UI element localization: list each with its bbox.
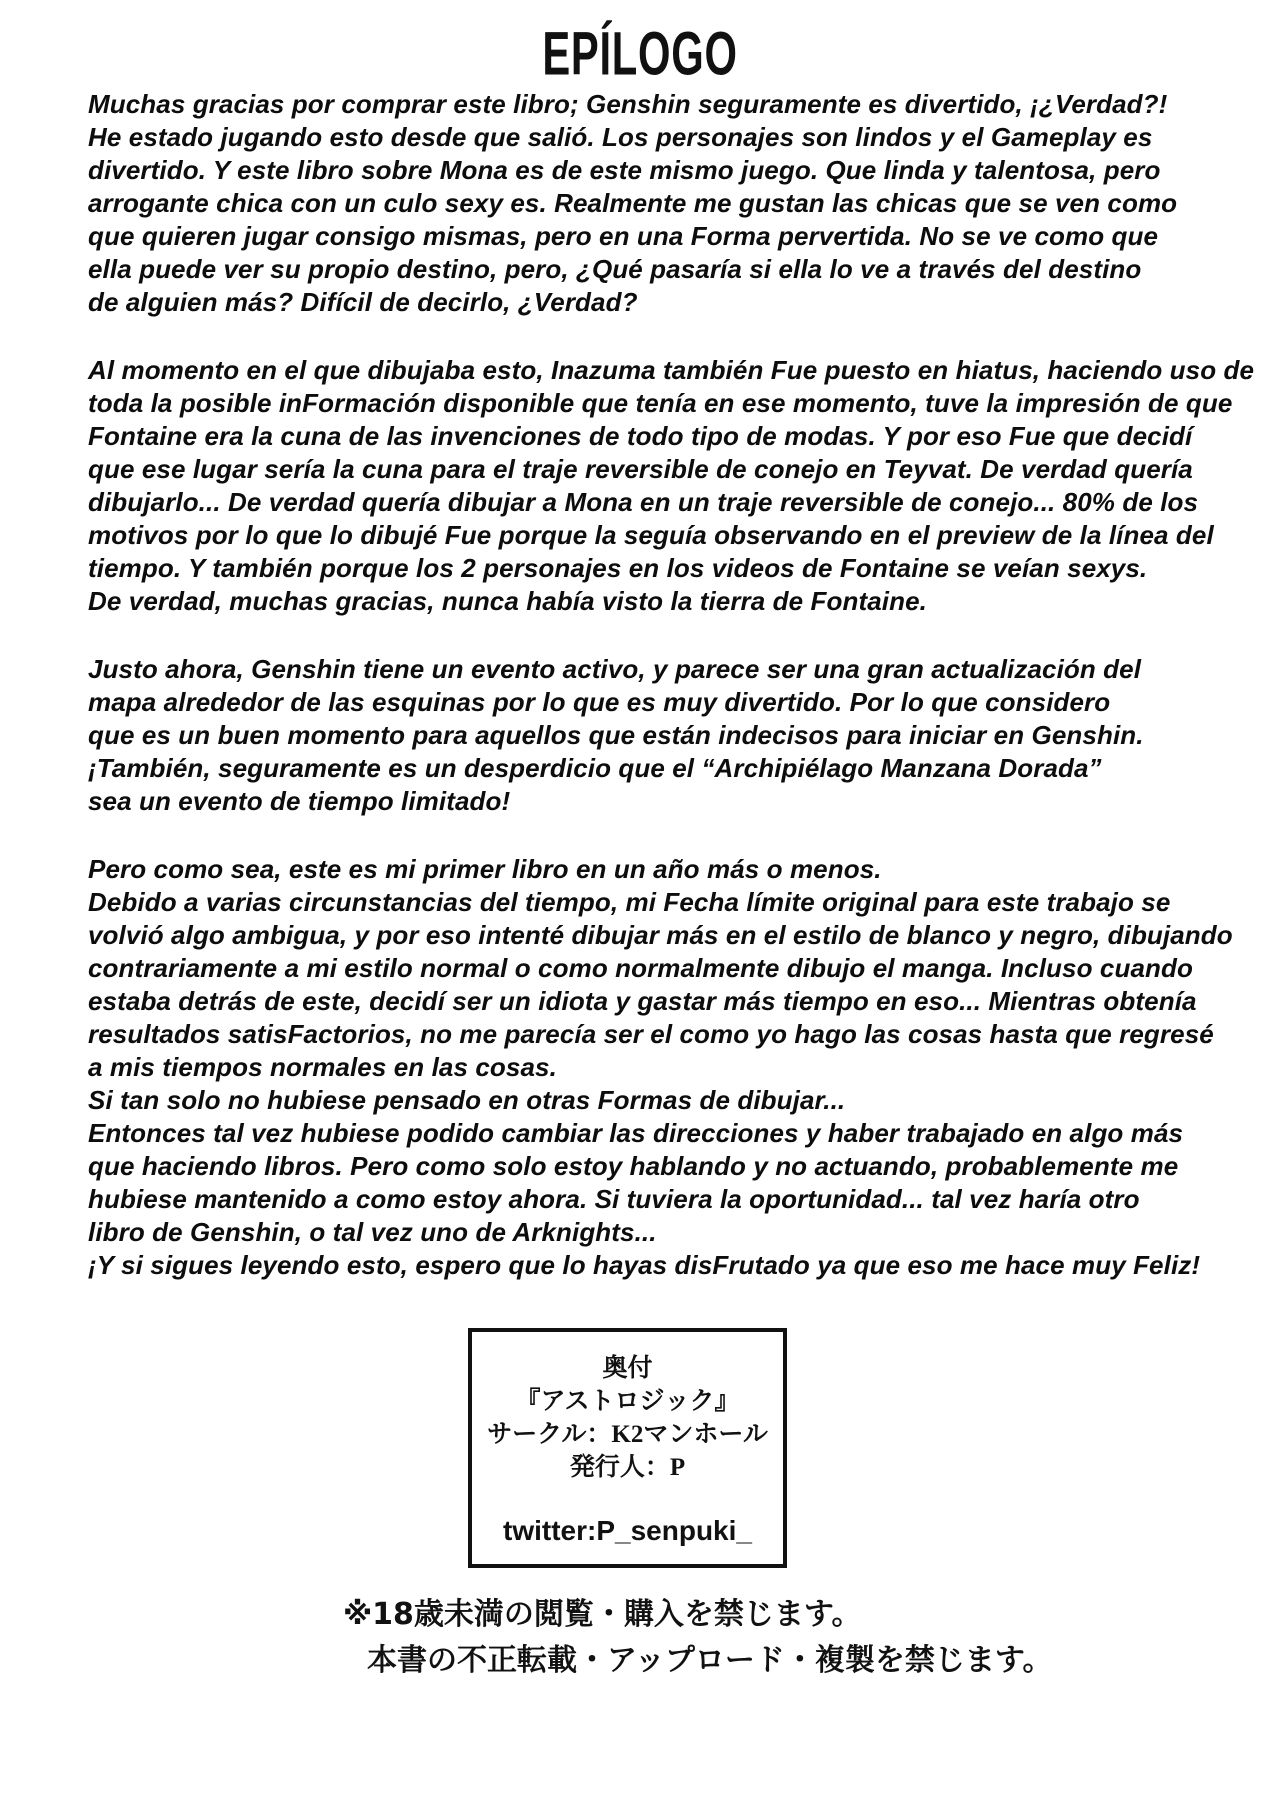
text-line: 『アストロジック』 <box>515 1388 740 1415</box>
text-line: Si tan solo no hubiese pensado en otras Formas de dibujar... <box>88 1085 846 1115</box>
text-line: dibujarlo... De verdad quería dibujar a Mona en un traje reversible de conejo... 80% de los <box>88 487 1199 517</box>
text-line: sea un evento de tiempo limitado! <box>88 786 511 816</box>
text-line: arrogante chica con un culo sexy es. Realmente me gustan las chicas que se ven como <box>88 188 1178 218</box>
text-line: resultados satisFactorios, no me parecía ser el como yo hago las cosas hasta que regresé <box>88 1019 1214 1049</box>
text-line: Muchas gracias por comprar este libro; Genshin seguramente es divertido, ¡¿Verdad?! <box>88 89 1168 119</box>
text-line: サークル：K2マンホール <box>487 1421 768 1448</box>
text-line: Justo ahora, Genshin tiene un evento activo, y parece ser una gran actualización del <box>88 654 1142 684</box>
text-line: motivos por lo que lo dibujé Fue porque la seguía observando en el preview de la línea del <box>88 520 1214 550</box>
text-line: He estado jugando esto desde que salió. Los personajes son lindos y el Gameplay es <box>88 122 1153 152</box>
epilogue-text <box>88 88 1255 1317</box>
text-line: que es un buen momento para aquellos que están indecisos para iniciar en Genshin. <box>88 720 1144 750</box>
text-line: a mis tiempos normales en las cosas. <box>88 1052 557 1082</box>
text-line: divertido. Y este libro sobre Mona es de este mismo juego. Que linda y talentosa, pero <box>88 155 1161 185</box>
text-line: 発行人：P <box>569 1454 686 1481</box>
text-line: de alguien más? Difícil de decirlo, ¿Verdad? <box>88 287 638 317</box>
text-line: volvió algo ambigua, y por eso intenté dibujar más en el estilo de blanco y negro, dibujando <box>88 920 1233 950</box>
paragraph-2 <box>88 354 1255 618</box>
text-line: hubiese mantenido a como estoy ahora. Si tuviera la oportunidad... tal vez haría otro <box>88 1184 1140 1214</box>
text-line: ¡También, seguramente es un desperdicio que el “Archipiélago Manzana Dorada” <box>88 753 1102 783</box>
text-line: que quieren jugar consigo mismas, pero en una Forma pervertida. No se ve como que <box>88 221 1159 251</box>
paragraph-3 <box>88 653 1228 818</box>
colophon-lines <box>487 1352 768 1484</box>
text-line: Pero como sea, este es mi primer libro en un año más o menos. <box>88 854 882 884</box>
text-line: ※18歳未満の閲覧・購入を禁じます。 <box>343 1597 862 1632</box>
text-line: ella puede ver su propio destino, pero, ¿Qué pasaría si ella lo ve a través del destino <box>88 254 1142 284</box>
page-title: EPÍLOGO <box>542 19 738 89</box>
text-line: Entonces tal vez hubiese podido cambiar las direcciones y haber trabajado en algo más <box>88 1118 1184 1148</box>
text-line: que haciendo libros. Pero como solo estoy hablando y no actuando, probablemente me <box>88 1151 1179 1181</box>
text-line: 本書の不正転載・アップロード・複製を禁じます。 <box>367 1643 1053 1678</box>
colophon-box <box>468 1328 787 1568</box>
age-restriction-notes <box>0 1592 1280 1684</box>
text-line: Fontaine era la cuna de las invenciones de todo tipo de modas. Y por eso Fue que decidí <box>88 421 1193 451</box>
text-line: libro de Genshin, o tal vez uno de Arknights... <box>88 1217 657 1247</box>
twitter-handle: twitter:P_senpuki_ <box>503 1515 752 1546</box>
text-line: Al momento en el que dibujaba esto, Inazuma también Fue puesto en hiatus, haciendo uso de <box>88 355 1255 385</box>
text-line: estaba detrás de este, decidí ser un idiota y gastar más tiempo en eso... Mientras obtenía <box>88 986 1197 1016</box>
text-line: que ese lugar sería la cuna para el traje reversible de conejo en Teyvat. De verdad quería <box>88 454 1193 484</box>
text-line: 奥付 <box>602 1355 653 1382</box>
paragraph-4 <box>88 853 1233 1282</box>
text-line: Debido a varias circunstancias del tiempo, mi Fecha límite original para este trabajo se <box>88 887 1171 917</box>
paragraph-1 <box>88 88 1228 319</box>
text-line: contrariamente a mi estilo normal o como normalmente dibujo el manga. Incluso cuando <box>88 953 1193 983</box>
text-line: tiempo. Y también porque los 2 personajes en los videos de Fontaine se veían sexys. <box>88 553 1148 583</box>
text-line: De verdad, muchas gracias, nunca había visto la tierra de Fontaine. <box>88 586 927 616</box>
text-line: toda la posible inFormación disponible que tenía en ese momento, tuve la impresión de que <box>88 388 1233 418</box>
text-line: ¡Y si sigues leyendo esto, espero que lo hayas disFrutado ya que eso me hace muy Feliz! <box>88 1250 1201 1280</box>
text-line: mapa alrededor de las esquinas por lo que es muy divertido. Por lo que considero <box>88 687 1111 717</box>
